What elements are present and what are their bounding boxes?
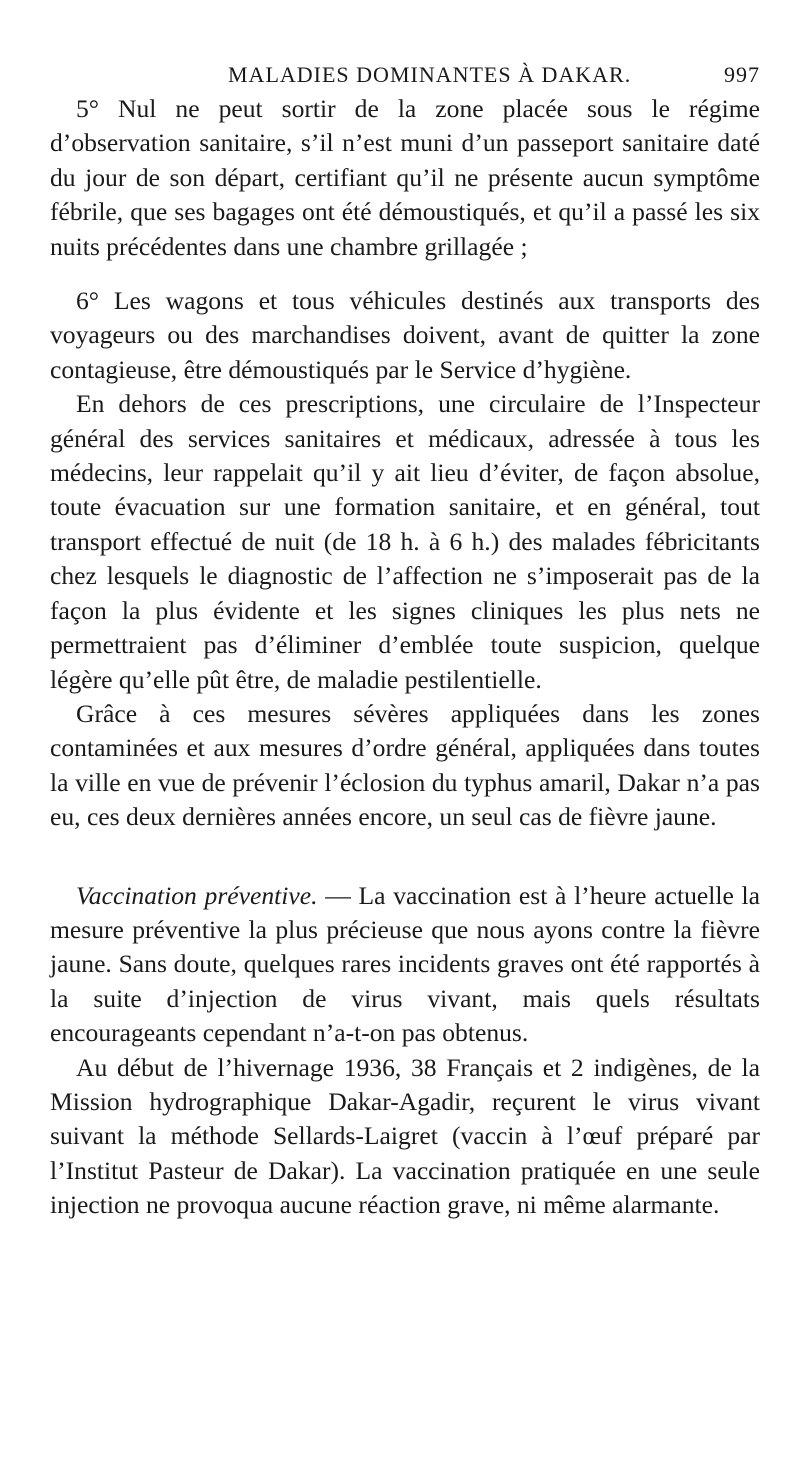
paragraph-results: Grâce à ces mesures sévères appliquées dans les zones contaminées et aux mesures d’ordre général, appliquées dans toutes la ville en vue de prévenir l’éclosion du typhus amaril, Dakar n’a pas eu, ces deux dernières années encore, un seul cas de fièvre jaune.: [50, 698, 760, 832]
paragraph-item-6: 6° Les wagons et tous véhicules destinés aux transports des voyageurs ou des marchandises doivent, avant de quitter la zone contagieuse, être démoustiqués par le Service d’hygiène.: [50, 286, 760, 384]
running-title: MALADIES DOMINANTES À DAKAR.: [228, 62, 632, 87]
paragraph-vaccination: [50, 879, 760, 1051]
page-number: 997: [724, 62, 760, 87]
book-page: [50, 58, 760, 1223]
paragraph-mission: Au début de l’hivernage 1936, 38 Français et 2 indigènes, de la Mission hydrographique Dakar-Agadir, reçurent le virus vivant suivant la méthode Sellards-Laigret (vaccin à l’œuf préparé par l’Institut Pasteur de Dakar). La vaccination pratiquée en une seule injection ne provoqua aucune réaction grave, ni même alarmante.: [50, 1052, 760, 1220]
vaccination-text: La vaccination est à l’heure actuelle la mesure préventive la plus précieuse que nous ayons contre la fièvre jaune. Sans doute, quelques rares incidents graves ont été rapportés à la suite d’injection de virus vivant, mais quels résultats encourageants cependant n’a-t-on pas obtenus.: [50, 880, 760, 1048]
paragraph-item-5: 5° Nul ne peut sortir de la zone placée sous le régime d’observation sanitaire, s’il n’est muni d’un passeport sanitaire daté du jour de son départ, certifiant qu’il ne présente aucun symptôme fébrile, que ses bagages ont été démoustiqués, et qu’il a passé les six nuits précédentes dans une chambre grillagée ;: [50, 94, 760, 261]
heading-dash: —: [317, 880, 359, 910]
paragraph-circular: En dehors de ces prescriptions, une circulaire de l’Inspecteur général des services sanitaires et médicaux, adressée à tous les médecins, leur rappelait qu’il y ait lieu d’éviter, de façon absolue, toute évacuation sur une formation sanitaire, et en général, tout transport effectué de nuit (de 18 h. à 6 h.) des malades fébricitants chez lesquels le diagnostic de l’affection ne s’imposerait pas de la façon la plus évidente et les signes cliniques les plus nets ne permettraient pas d’éliminer d’emblée toute suspicion, quelque légère qu’elle pût être, de maladie pestilentielle.: [50, 389, 760, 694]
running-head: [50, 58, 760, 92]
section-heading-vaccination: Vaccination préventive.: [76, 880, 318, 910]
